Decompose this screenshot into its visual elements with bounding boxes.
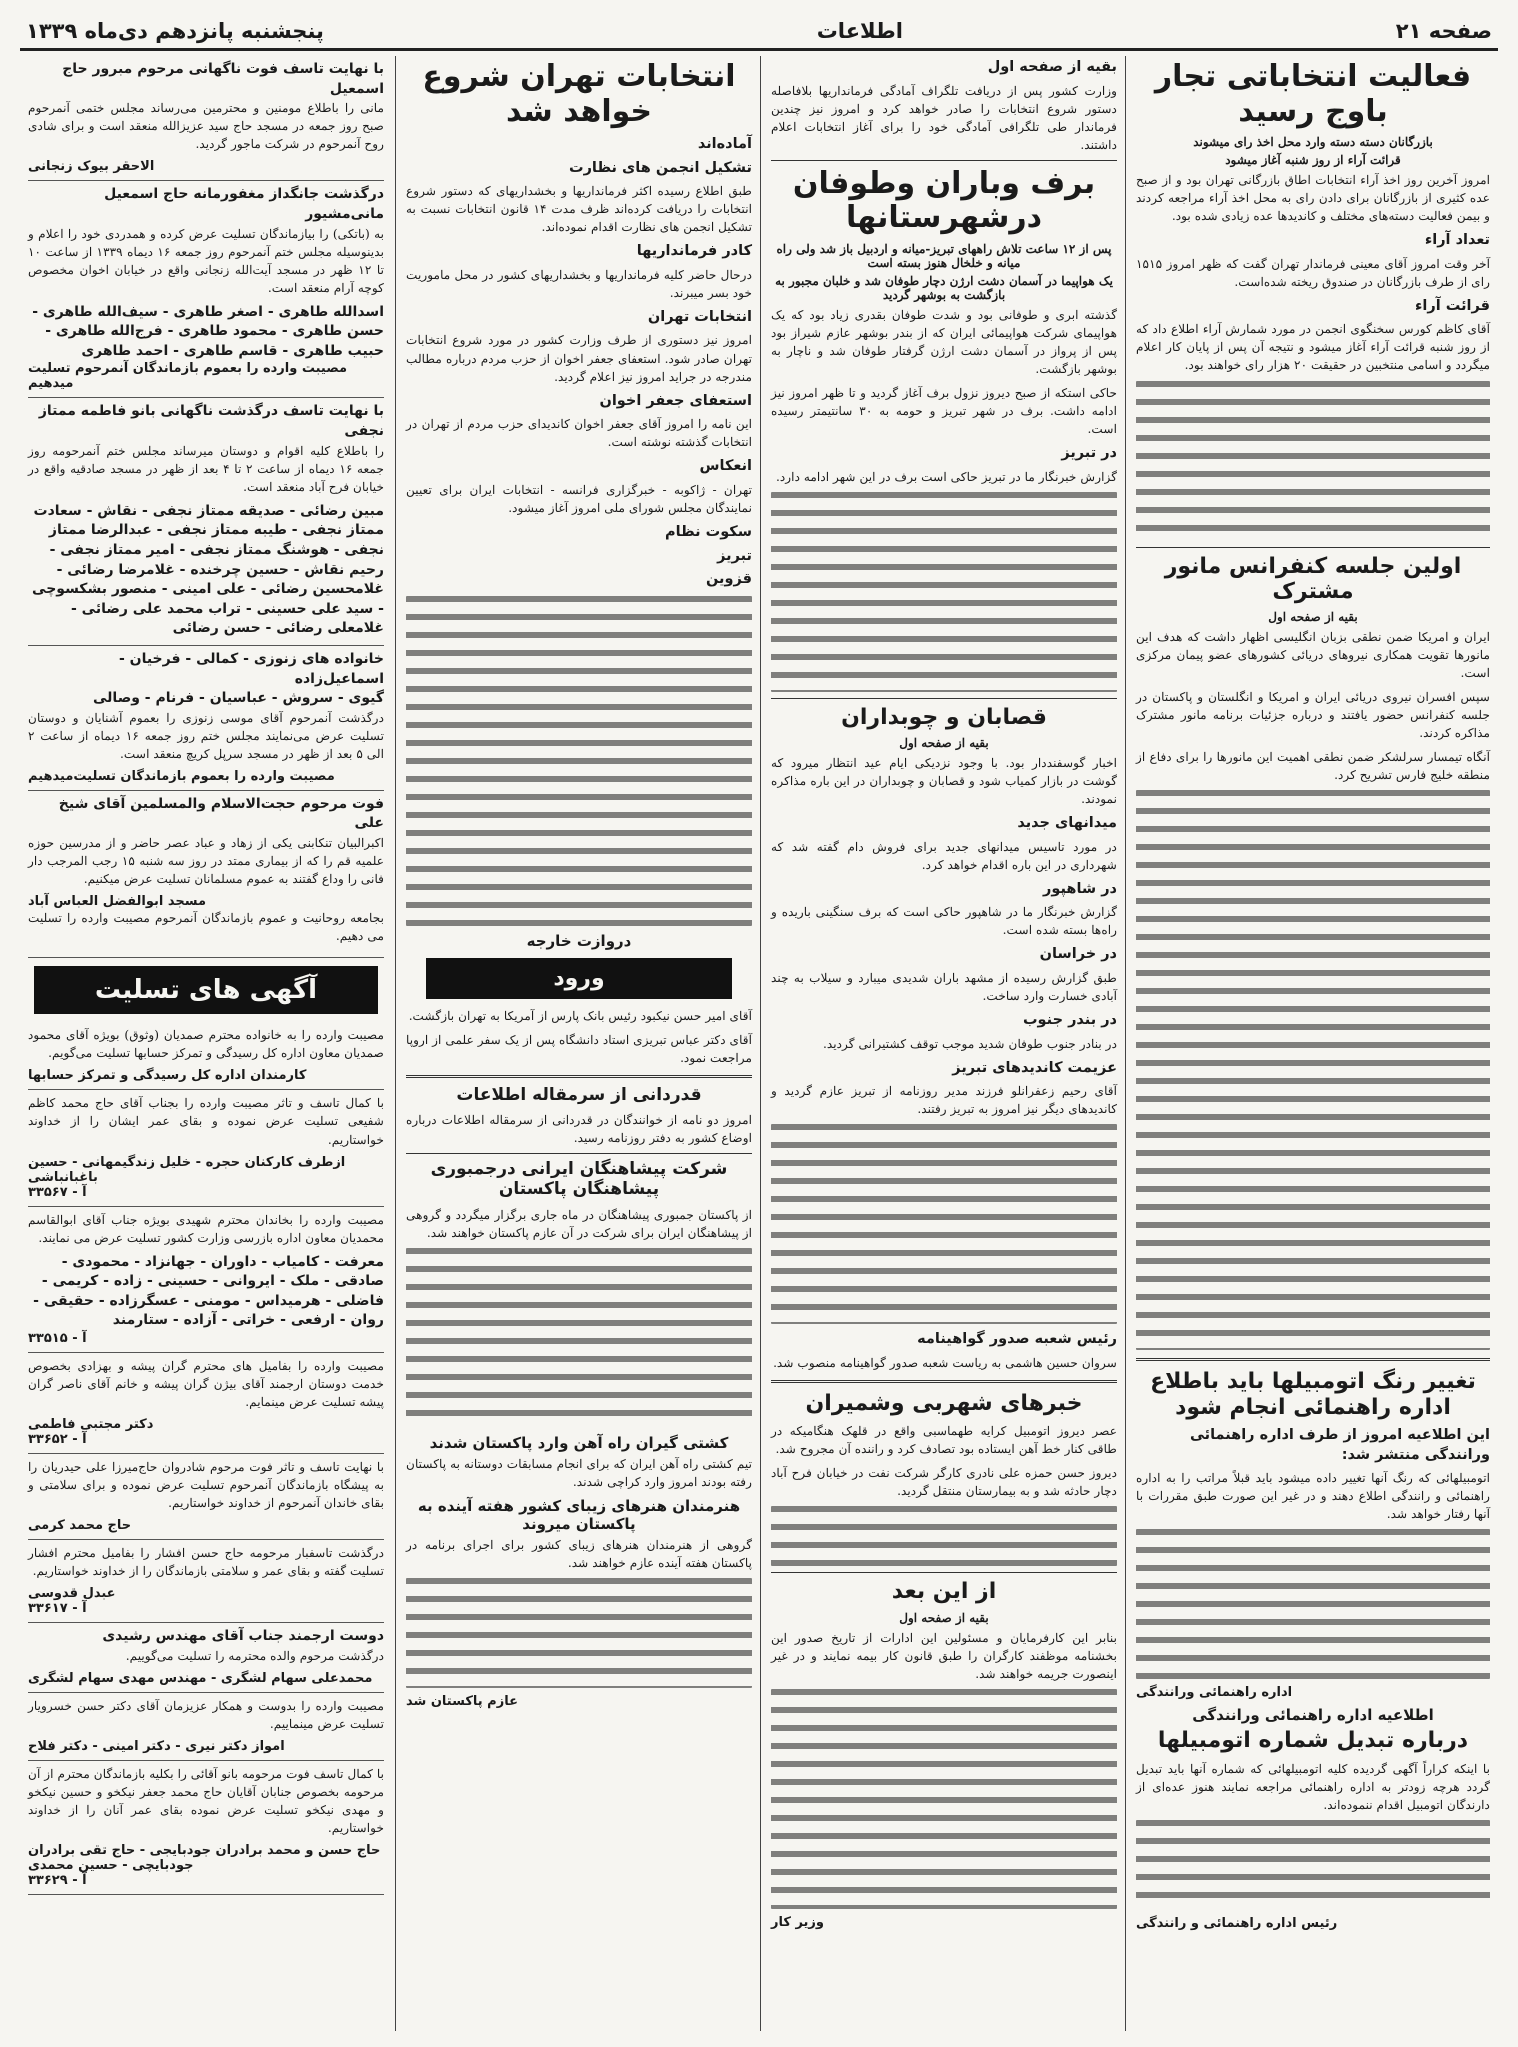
- notice-signature: مسجد ابوالفضل العباس آباد: [28, 894, 207, 910]
- notice-code: آ - ۳۳۶۱۷: [28, 1601, 87, 1617]
- subheading: در شاهپور: [1043, 880, 1117, 897]
- notice-code: آ - ۳۳۵۶۷: [28, 1184, 87, 1200]
- article-text: تیم کشتی راه آهن ایران که برای انجام مسابقات دوستانه به پاکستان رفته بودند امروز وارد کراچی شدند.: [406, 1456, 752, 1489]
- paper-name: اطلاعات: [816, 19, 903, 43]
- notice-text: با کمال تاسف فوت مرحومه بانو آقائی را بکلیه بازماندگان محترم از آن مرحومه بخصوص جنابان آقایان حاج محمد جعفر نیکخو و حسین نیکخو و مهدی نیکخو تسلیت عرض نموده بقای عمر آنان را از خداوند خواستاریم.: [28, 1767, 384, 1836]
- notice: [28, 1090, 384, 1206]
- notice-text: مصیبت وارده را بخاندان محترم شهیدی بویژه جناب آقای ابوالقاسم محمدیان معاون اداره بازرسی وزارت کشور تسلیت عرض می نمایند.: [28, 1212, 384, 1245]
- divider: [771, 1380, 1117, 1383]
- notice-text: مصیبت وارده را بدوست و همکار عزیزمان آقای دکتر حسن خسرویار تسلیت عرض مینماییم.: [28, 1699, 384, 1732]
- text-block: [1136, 1820, 1490, 1910]
- notice-signature: کارمندان اداره کل رسیدگی و تمرکز حسابها: [28, 1068, 307, 1084]
- notice-names: گیوی - سروش - عباسیان - فرنام - وصالی: [93, 690, 384, 707]
- notice-names: معرفت - کامیاب - داوران - جهانزاد - محمودی - صادقی - ملک - ایروانی - حسینی - زاده - کریمی - فاضلی - هرمیداس - مومنی - عسگرزاده - حقیقی - روان - ارفعی - خراتی - آزاده - ستارمند: [33, 1253, 384, 1329]
- arrival-banner: ورود: [426, 958, 732, 999]
- subheading: تبریز: [717, 547, 752, 564]
- notice-signature: مصیبت وارده را بعموم بازماندگان آنمرحوم تسلیت میدهیم: [28, 361, 348, 392]
- headline-maneuver-conference: اولین جلسه کنفرانس مانور مشترک: [1164, 553, 1462, 604]
- notice: [28, 1540, 384, 1623]
- deck: قرائت آراء از روز شنبه آغاز میشود: [1225, 153, 1401, 167]
- headline-scouts: شرکت پیشاهنگان ایرانی درجمبوری پیشاهنگان پاکستان: [430, 1159, 728, 1199]
- deck: پس از ۱۲ ساعت تلاش راههای تبریز-میانه و اردبیل باز شد ولی راه میانه و خلخال هنوز بسته است: [776, 241, 1112, 270]
- divider: [771, 1572, 1117, 1573]
- article-text: عصر دیروز اتومبیل کرایه طهماسبی واقع در قلهک هنگامیکه در طاقی کنار خط آهن ایستاده بود تصادف کرد و راننده آن مجروح شد.: [771, 1424, 1117, 1457]
- notice: [28, 791, 384, 958]
- notice-signature: محمدعلی سهام لشگری - مهندس مهدی سهام لشگری: [28, 1671, 373, 1687]
- article-text: اخبار گوسفند‌دار بود. با وجود نزدیکی ایام عید انتظار میرود که گوشت در بازار کمیاب شود و قصابان و چوبداران در این باره مذاکره نمودند.: [771, 755, 1117, 807]
- continued-note: بقیه از صفحه اول: [899, 1610, 989, 1625]
- masthead: [20, 14, 1498, 51]
- notice-code: آ - ۳۳۶۲۹: [28, 1873, 87, 1889]
- article-text: طبق اطلاع رسیده اکثر فرمانداریها و بخشداریهای که دستور شروع انتخابات را دریافت کرده‌اند ظرف مدت ۱۴ قانون انتخابات نسبت به تشکیل انجمن های نظارت اقدام نموده‌اند.: [406, 184, 752, 235]
- article-text: آخر وقت امروز آقای معینی فرماندار تهران گفت که ظهر امروز ۱۵۱۵ رای از طرف بازرگانان در صندوق ریخته شده‌است.: [1136, 256, 1490, 289]
- notice-signature: ازطرف کارکنان حجره - خلیل زندگیمهانی - حسین باغبانباشی: [28, 1154, 346, 1185]
- article-text: سروان حسین هاشمی به ریاست شعبه صدور گواهینامه منصوب شد.: [773, 1355, 1117, 1370]
- article-text: گروهی از هنرمندان هنرهای زیبای کشور برای اجرای برنامه در پاکستان هفته آینده عازم خواهند شد.: [406, 1537, 752, 1570]
- notice-lead: درگذشت جانگداز مغفورمانه حاج اسمعیل مانی‌مشیور: [104, 186, 384, 222]
- continued-note: بقیه از صفحه اول: [1268, 610, 1358, 625]
- column-right: [1128, 56, 1498, 2031]
- subheading: عزیمت کاندیدهای تبریز: [952, 1059, 1117, 1076]
- condolence-ads-banner: آگهی های تسلیت: [34, 966, 378, 1014]
- notice-text: را باطلاع کلیه اقوام و دوستان میرساند مجلس ختم آنمرحومه روز جمعه ۱۶ دیماه از ساعت ۲ تا ۴ بعد از ظهر در مسجد صادقیه واقع در خیابان فرح آباد منعقد است.: [28, 443, 384, 494]
- subheading: در خراسان: [1039, 946, 1117, 963]
- notice-text: مصیبت وارده را به خانواده محترم صمدیان (وثوق) بویژه آقای محمود صمدیان معاون اداره کل رسیدگی و تمرکز حسابها تسلیت می‌گویم.: [28, 1028, 384, 1061]
- signature: وزیر کار: [771, 1914, 824, 1930]
- text-block: [1136, 1529, 1490, 1679]
- column-left-notices: [20, 56, 392, 2031]
- notice: [28, 646, 384, 791]
- column-rule: [395, 56, 396, 2031]
- notice: [28, 1022, 384, 1090]
- notice: [28, 1623, 384, 1693]
- article-text: درحال حاضر کلیه فرمانداریها و بخشداریهای کشور در محل ماموریت خود بسر میبرند.: [406, 267, 752, 300]
- page-number: صفحه ۲۱: [1395, 19, 1492, 43]
- article-text: گزارش خبرنگار ما در تبریز حاکی است برف در این شهر ادامه دارد.: [776, 469, 1117, 484]
- article-text: تهران - ژاکوبه - خبرگزاری فرانسه - انتخابات ایران برای تعیین نمایندگان مجلس شورای ملی امروز آغاز میشود.: [406, 482, 752, 515]
- notice-text: درگذشت آنمرحوم آقای موسی زنوزی را بعموم آشنایان و دوستان تسلیت عرض می‌نمایند مجلس ختم روز جمعه ۱۶ دیماه از ساعت ۲ الی ۵ بعد از ظهر در مسجد سرپل کریچ منعقد است.: [28, 710, 384, 761]
- headline-from-now-on: از این بعد: [891, 1579, 997, 1605]
- headline-merchants-election: فعالیت انتخاباتی تجار باوج رسید: [1154, 59, 1472, 129]
- text-block: [771, 1506, 1117, 1566]
- article-text: طبق گزارش رسیده از مشهد باران شدیدی میبارد و سیلاب به چند آبادی خسارت وارد ساخت.: [771, 971, 1117, 1004]
- headline-butchers: قصابان و چوبداران: [841, 704, 1047, 730]
- subheading: در تبریز: [1061, 445, 1117, 462]
- notice-lead: با نهایت تاسف فوت ناگهانی مرحوم مبرور حاج اسمعیل: [62, 61, 384, 97]
- article-text: آقای رحیم زعفرانلو فرزند مدیر روزنامه از تبریز عازم گردید و کاندیدهای دیگر نیز امروز به تبریز رفتند.: [771, 1084, 1117, 1117]
- headline-car-color: تغییر رنگ اتومبیلها باید باطلاع اداره راهنمائی انجام شود: [1150, 1369, 1476, 1420]
- text-block: [1136, 381, 1490, 541]
- headline-city-news: خبرهای شهربی وشمیران: [805, 1390, 1083, 1416]
- article-text: بنابر این کارفرمایان و مسئولین این ادارات از تاریخ صدور این بخشنامه موظفند کارگران را طبق قانون کار بیمه نمایند و در غیر اینصورت جریمه خواهند شد.: [771, 1630, 1117, 1681]
- signature: رئیس اداره راهنمائی و رانندگی: [1136, 1915, 1338, 1931]
- article-text: گزارش خبرنگار ما در شاهپور حاکی است که برف سنگینی باریده و راه‌ها بسته شده است.: [771, 905, 1117, 938]
- text-block: [406, 1578, 752, 1688]
- article-text: این نامه را امروز آقای جعفر اخوان کاندیدای حزب مردم از تهران در انتخابات گذشته نوشته است.: [406, 417, 752, 450]
- article-text: اتومبیلهائی که رنگ آنها تغییر داده میشود باید قبلاً مراتب را به اداره راهنمائی و رانندگی اطلاع دهند و در غیر این صورت طبق مقررات با آنها رفتار خواهد شد.: [1136, 1471, 1490, 1522]
- article-text: در بنادر جنوب طوفان شدید موجب توقف کشتیرانی گردید.: [822, 1036, 1117, 1051]
- column-center-right: [763, 56, 1125, 2031]
- text-block: [771, 492, 1117, 692]
- notice-names: مبین رضائی - صدیقه ممتاز نجفی - نقاش - سعادت ممتاز نجفی - طیبه ممتاز نجفی - عبدالرضا ممتاز نجفی - هوشنگ ممتاز نجفی - امیر ممتاز نجفی - رحیم نقاش - حسین چرخنده - غلامرضا رضائی - غلامحسین رضائی - علی امینی - منصور بشکسوچی - سید علی حسینی - تراب محمد علی رضائی - غلامعلی رضائی - حسن رضائی: [32, 502, 384, 637]
- subheading: قرائت آراء: [1414, 297, 1490, 314]
- subheading: میدانهای جدید: [1017, 815, 1117, 832]
- notice-names: اسدالله طاهری - اصغر طاهری - سیف‌الله طاهری - حسن طاهری - محمود طاهری - فرج‌الله طاهری - حبیب طاهری - قاسم طاهری - احمد طاهری: [32, 303, 384, 359]
- notice-text: درگذشت مرحوم والده محترمه را تسلیت می‌گوییم.: [125, 1648, 384, 1663]
- signature: عازم پاکستان شد: [406, 1693, 518, 1709]
- notice: [28, 1693, 384, 1761]
- notice-signature: حاج محمد کرمی: [28, 1518, 132, 1534]
- notice: [28, 1761, 384, 1895]
- notice: [28, 1454, 384, 1540]
- headline-snow-storm: برف وباران وطوفان درشهرستانها: [792, 165, 1096, 236]
- continued-note: بقیه از صفحه اول: [987, 59, 1117, 75]
- notice: [28, 1353, 384, 1454]
- notice-text: درگذشت تاسفبار مرحومه حاج حسن افشار را بفامیل محترم افشار تسلیت گفته و بقای عمر و سلامتی بازماندگان را از خداوند خواستاریم.: [28, 1546, 384, 1579]
- subheading: استعفای جعفر اخوان: [599, 392, 752, 409]
- article-text: امروز آخرین روز اخذ آراء انتخابات اطاق بازرگانی تهران بود و از صبح عده کثیری از بازرگانان برای دادن رای به محل اخذ آراء مراجعه کردند و بیمن فعالیت دسته‌های مختلف و کاندیدها عده زیادی شده بود.: [1136, 173, 1490, 224]
- article-text: با اینکه کراراً آگهی گردیده کلیه اتومبیلهائی که شماره آنها باید تبدیل گردد هرچه زودتر به اداره راهنمائی مراجعه نمایند هنوز عده‌ای از دارندگان اتومبیل اقدام ننموده‌اند.: [1136, 1761, 1490, 1812]
- notice-code: آ - ۳۳۶۵۲: [28, 1432, 87, 1448]
- article-text: وزارت کشور پس از دریافت تلگراف آمادگی فرمانداریها بلافاصله دستور شروع انتخابات را صادر خواهد کرد و امروز نیز چندین فرماندار طی تلگرافی آمادگی خود را برای آغاز انتخابات اعلام داشتند.: [771, 83, 1117, 152]
- article-text: گذشته ابری و طوفانی بود و شدت طوفان بقدری زیاد بود که یک هواپیمای شرکت هواپیمائی ایران که از بندر بوشهر عازم شیراز بود پس از پرواز در آسمان دشت ارژن گرفتار طوفان شد و ناچار به بوشهر بازگشت.: [771, 307, 1117, 376]
- notice-lead: خانواده های زنوزی - کمالی - فرخیان - اسماعیل‌زاده: [118, 650, 384, 687]
- notice: [28, 398, 384, 645]
- article-text: آنگاه تیمسار سرلشکر ضمن نطقی اهمیت این مانورها را برای دفاع از منطقه خلیج فارس تشریح کرد.: [1136, 750, 1490, 783]
- article-text: ایران و امریکا ضمن نطقی بزبان انگلیسی اظهار داشت که هدف این مانورها تقویت همکاری نیروهای دریائی کشورهای عضو پیمان مرکزی است.: [1136, 630, 1490, 681]
- subheading: در بندر جنوب: [1022, 1012, 1117, 1029]
- article-text: در مورد تاسیس میدانهای جدید برای فروش دام گفته شد که شهرداری در این باره اقدام خواهد کرد.: [771, 839, 1117, 872]
- divider: [771, 698, 1117, 699]
- notice-lead: با نهایت تاسف درگذشت ناگهانی بانو فاطمه ممتاز نجفی: [38, 403, 384, 440]
- article-text: از پاکستان جمبوری پیشاهنگان در ماه جاری برگزار میگردد و گروهی از پیشاهنگان ایران برای شرکت در آن عازم پاکستان خواهند شد.: [406, 1207, 752, 1240]
- article-text: آقای امیر حسن نیکبود رئیس بانک پارس از آمریکا به تهران بازگشت.: [408, 1008, 752, 1023]
- text-block: [406, 596, 752, 926]
- article-text: حاکی استکه از صبح دیروز نزول برف آغاز گردید و تا ظهر امروز نیز ادامه داشت. برف در شهر تبریز و حومه به ۳۰ سانتیمتر رسیده است.: [771, 385, 1117, 437]
- notice-text: اکبرالبیان تنکابنی یکی از زهاد و عباد عصر حاضر و از مدرسین حوزه علمیه قم را که از بیماری ممتد در روز سه شنبه ۱۵ رجب المرجب دار فانی را وداع گفتند به عموم مسلمانان تسلیت عرض میکنیم.: [28, 836, 384, 887]
- article-text: امروز دو نامه از خوانندگان در قدردانی از سرمقاله اطلاعات درباره اوضاع کشور به دفتر روزنامه رسید.: [406, 1113, 752, 1146]
- notice-signature: امواز دکتر نیری - دکتر امینی - دکتر فلاح: [28, 1739, 285, 1755]
- notice-text: مصیبت وارده را بفامیل های محترم گران پیشه و بهزادی بخصوص خدمت دوستان ارجمند آقای بیژن گران پیشه و خانم آقای ناصر گران پیشه تسلیت عرض مینمایم.: [28, 1359, 384, 1410]
- notice-text: با کمال تاسف و تاثر مصیبت وارده را بجناب آقای حاج محمد کاظم شفیعی تسلیت عرض نموده و بقای عمر ایشان را از خداوند خواستاریم.: [28, 1096, 384, 1147]
- signature: اداره راهنمائی ورانندگی: [1136, 1685, 1293, 1701]
- text-block: [771, 1124, 1117, 1324]
- notice-code: آ - ۳۳۵۱۵: [28, 1331, 87, 1347]
- text-block: [406, 1248, 752, 1428]
- notice-signature: حاج حسن و محمد برادران جودبایجی - حاج تقی برادران جودبایچی - حسین محمدی: [28, 1843, 381, 1874]
- notice-signature: دکتر مجتبی فاطمی: [28, 1417, 154, 1433]
- column-center-left: [398, 56, 760, 2031]
- text-block: [1136, 790, 1490, 1350]
- deck: بازرگانان دسته دسته وارد محل اخذ رای میشوند: [1193, 135, 1433, 149]
- article-text: آقای کاظم کورس سخنگوی انجمن در مورد شمارش آراء اطلاع داد که از روز شنبه قرائت آراء آغاز میشود و نتیجه آن پس از پایان کار اعلام میگردد و اسامی منتخبین در حقیقت ۲۰ هزار رای خواهند بود.: [1136, 322, 1490, 373]
- subheading: انتخابات تهران: [647, 308, 752, 325]
- divider: [406, 1075, 752, 1078]
- subheading: دروازت خارجه: [526, 931, 632, 950]
- notice: [28, 181, 384, 398]
- subheading: رئیس شعبه صدور گواهینامه: [917, 1331, 1117, 1348]
- divider: [1136, 1358, 1490, 1361]
- headline-tehran-elections: انتخابات تهران شروع خواهد شد: [422, 59, 736, 129]
- headline-plate-change: درباره تبدیل شماره اتومبیلها: [1157, 1728, 1469, 1754]
- subheading: تعداد آراء: [1424, 232, 1490, 249]
- notice-text: مانی را باطلاع مومنین و محترمین می‌رساند مجلس ختمی آنمرحوم صبح روز جمعه در مسجد حاج سید عزیزالله منعقد است و برای شادی روح آنمرحوم در شرکت ماجور گردید.: [28, 101, 384, 152]
- notice-text: بجامعه روحانیت و عموم بازماندگان آنمرحوم مصیبت وارده را تسلیت می دهیم.: [28, 911, 384, 944]
- column-rule: [1125, 56, 1126, 2031]
- notice: [28, 1207, 384, 1353]
- notice: [28, 56, 384, 181]
- notice-signature: مصیبت وارده را بعموم بازماندگان تسلیت‌میدهیم: [28, 768, 335, 784]
- subheading: آماده‌اند: [697, 136, 752, 152]
- subheading: هنرمندان هنرهای زیبای کشور هفته آینده به پاکستان میروند: [417, 1496, 741, 1533]
- article-text: آقای دکتر عباس تبریزی استاد دانشگاه پس از یک سفر علمی از اروپا مراجعت نمود.: [406, 1032, 752, 1065]
- subheading: اطلاعیه اداره راهنمائی ورانندگی: [1192, 1706, 1434, 1725]
- divider: [406, 1153, 752, 1154]
- notice-signature: الاحقر بیوک زنجانی: [28, 159, 155, 175]
- deck: این اطلاعیه امروز از طرف اداره راهنمائی ورانندگی منتشر شد:: [1189, 1427, 1490, 1463]
- column-rule: [760, 56, 761, 2031]
- text-block: [771, 1689, 1117, 1909]
- issue-date: پنجشنبه پانزدهم دی‌ماه ۱۳۳۹: [26, 19, 324, 43]
- subheading: کادر فرمانداریها: [636, 243, 752, 260]
- subheading: قزوین: [705, 571, 752, 588]
- subheading: کشتی گیران راه آهن وارد پاکستان شدند: [429, 1433, 729, 1452]
- notice-text: به (باتکی) را بیازماندگان تسلیت عرض کرده و همدردی خود را اعلام و بدینوسیله مجلس ختم آنمرحوم روز جمعه ۱۶ دیماه ۱۳۳۹ از ساعت ۱۰ تا ۱۲ ظهر در مسجد آیت‌الله زنجانی واقع در خیابان اخوان مخصوص کوچه آرام منعقد است.: [28, 226, 384, 295]
- notice-lead: دوست ارجمند جناب آقای مهندس رشیدی: [102, 1628, 384, 1645]
- divider: [771, 160, 1117, 161]
- divider: [1136, 547, 1490, 548]
- subheading: تشکیل انجمن های نظارت: [569, 159, 752, 176]
- notice-text: با نهایت تاسف و تاثر فوت مرحوم شادروان حاج‌میرزا علی حیدریان را به پیشگاه بازماندگان آنمرحوم تسلیت عرض نموده و برای سلامتی و بقای خاندان آنمرحوم از خداوند خواستاریم.: [28, 1460, 384, 1511]
- continued-note: بقیه از صفحه اول: [899, 735, 989, 750]
- notice-signature: عبدل قدوسی: [28, 1586, 116, 1602]
- article-text: سپس افسران نیروی دریائی ایران و امریکا و انگلستان و پاکستان در جلسه کنفرانس حضور یافتند و درباره جزئیات برنامه مانور مشترک مذاکره کردند.: [1136, 690, 1490, 741]
- deck: یک هواپیما در آسمان دشت ارژن دچار طوفان شد و خلبان مجبور به بازگشت به بوشهر گردید: [775, 273, 1113, 302]
- article-text: امروز نیز دستوری از طرف وزارت کشور در مورد شروع انتخابات تهران صادر شود. استعفای جعفر اخوان از حزب مردم درباره مطالب مندرجه در جراید امروز نیز اعلام گردید.: [406, 333, 752, 384]
- notice-lead: فوت مرحوم حجت‌الاسلام والمسلمین آقای شیخ علی: [58, 795, 384, 832]
- subheading: سکوت نظام: [664, 523, 752, 540]
- headline-thanks: قدردانی از سرمقاله اطلاعات: [456, 1084, 702, 1105]
- subheading: انعکاس: [699, 458, 752, 475]
- article-text: دیروز حسن حمزه علی نادری کارگر شرکت نفت در خیابان فرح آباد دچار حادثه شد و به بیمارستان منتقل گردید.: [771, 1466, 1117, 1499]
